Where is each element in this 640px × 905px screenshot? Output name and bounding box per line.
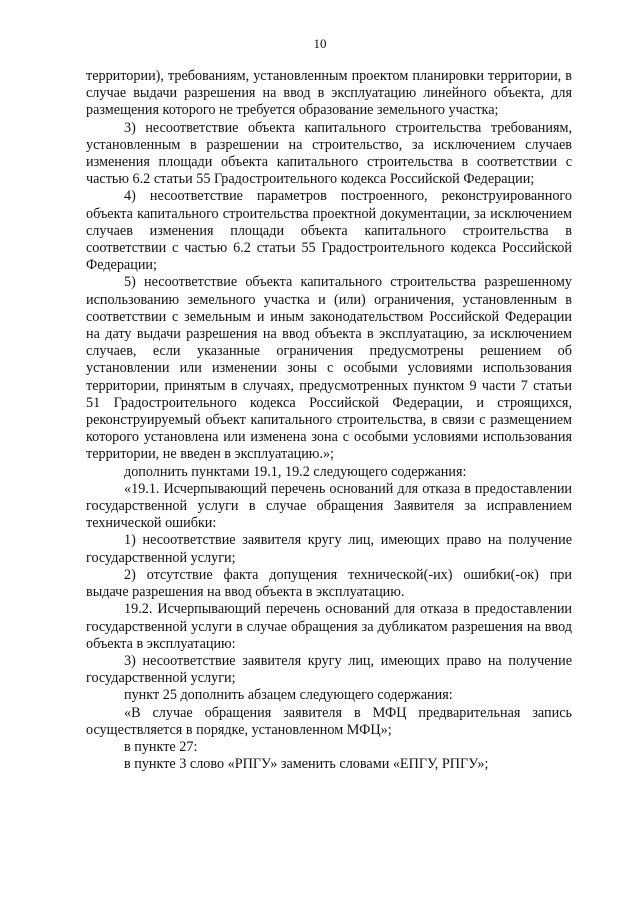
paragraph-19-1: «19.1. Исчерпывающий перечень оснований для отказа в предоставлении государственной услуги в случае обращения Заявителя за исправлением технической ошибки: xyxy=(86,480,572,532)
paragraph-19-2: 19.2. Исчерпывающий перечень оснований для отказа в предоставлении государственной услуги в случае обращения за дубликатом разрешения на ввод объекта в эксплуатацию: xyxy=(86,601,572,652)
paragraph-territory-requirements: территории), требованиям, установленным проектом планировки территории, в случае выдачи разрешения на ввод в эксплуатацию линейного объекта, для размещения которого не требуется образование земельного участка; xyxy=(86,68,572,119)
page-number: 10 xyxy=(313,36,327,51)
paragraph-point-3-replace: в пункте 3 слово «РПГУ» заменить словами «ЕПГУ, РПГУ»; xyxy=(124,756,489,773)
paragraph-add-points: дополнить пунктами 19.1, 19.2 следующего содержания: xyxy=(124,463,467,480)
paragraph-mfc-record: «В случае обращения заявителя в МФЦ предварительная запись осуществляется в порядке, установленном МФЦ»; xyxy=(86,704,572,738)
paragraph-item-4: 4) несоответствие параметров построенного, реконструированного объекта капитального строительства проектной документации, за исключением случаев изменения площади объекта капитального строительства в соответствии с частью 6.2 статьи 55 Градостроительного кодекса Российской Федерации; xyxy=(86,188,572,274)
paragraph-item-3: 3) несоответствие объекта капитального строительства требованиям, установленным в разрешении на строительство, за исключением случаев изменения площади объекта капитального строительства в соответствии с частью 6.2 статьи 55 Градостроительного кодекса Российской Федерации; xyxy=(86,119,572,188)
paragraph-point-27: в пункте 27: xyxy=(124,738,198,755)
document-body xyxy=(86,68,572,773)
paragraph-item-5: 5) несоответствие объекта капитального строительства разрешенному использованию земельного участка и (или) ограничения, установленным в соответствии с земельным и иным законодательством Российской Федерации на дату выдачи разрешения на ввод объекта в эксплуатацию, за исключением случаев, если указанные ограничения предусмотрены решением об установлении или изменении зоны с особыми условиями использования территории, принятым в случаях, предусмотренных пунктом 9 части 7 статьи 51 Градостроительного кодекса Российской Федерации, и строящихся, реконструируемый объект капитального строительства, в связи с размещением которого установлена или изменена зона с особыми условиями использования территории, не введен в эксплуатацию.»; xyxy=(86,274,572,463)
paragraph-19-1-item-2: 2) отсутствие факта допущения технической(-их) ошибки(-ок) при выдаче разрешения на ввод объекта в эксплуатацию. xyxy=(86,566,572,601)
paragraph-19-1-item-1: 1) несоответствие заявителя кругу лиц, имеющих право на получение государственной услуги; xyxy=(86,532,572,566)
paragraph-19-2-item-3: 3) несоответствие заявителя кругу лиц, имеющих право на получение государственной услуги; xyxy=(86,652,572,687)
paragraph-point-25: пункт 25 дополнить абзацем следующего содержания: xyxy=(124,687,453,704)
